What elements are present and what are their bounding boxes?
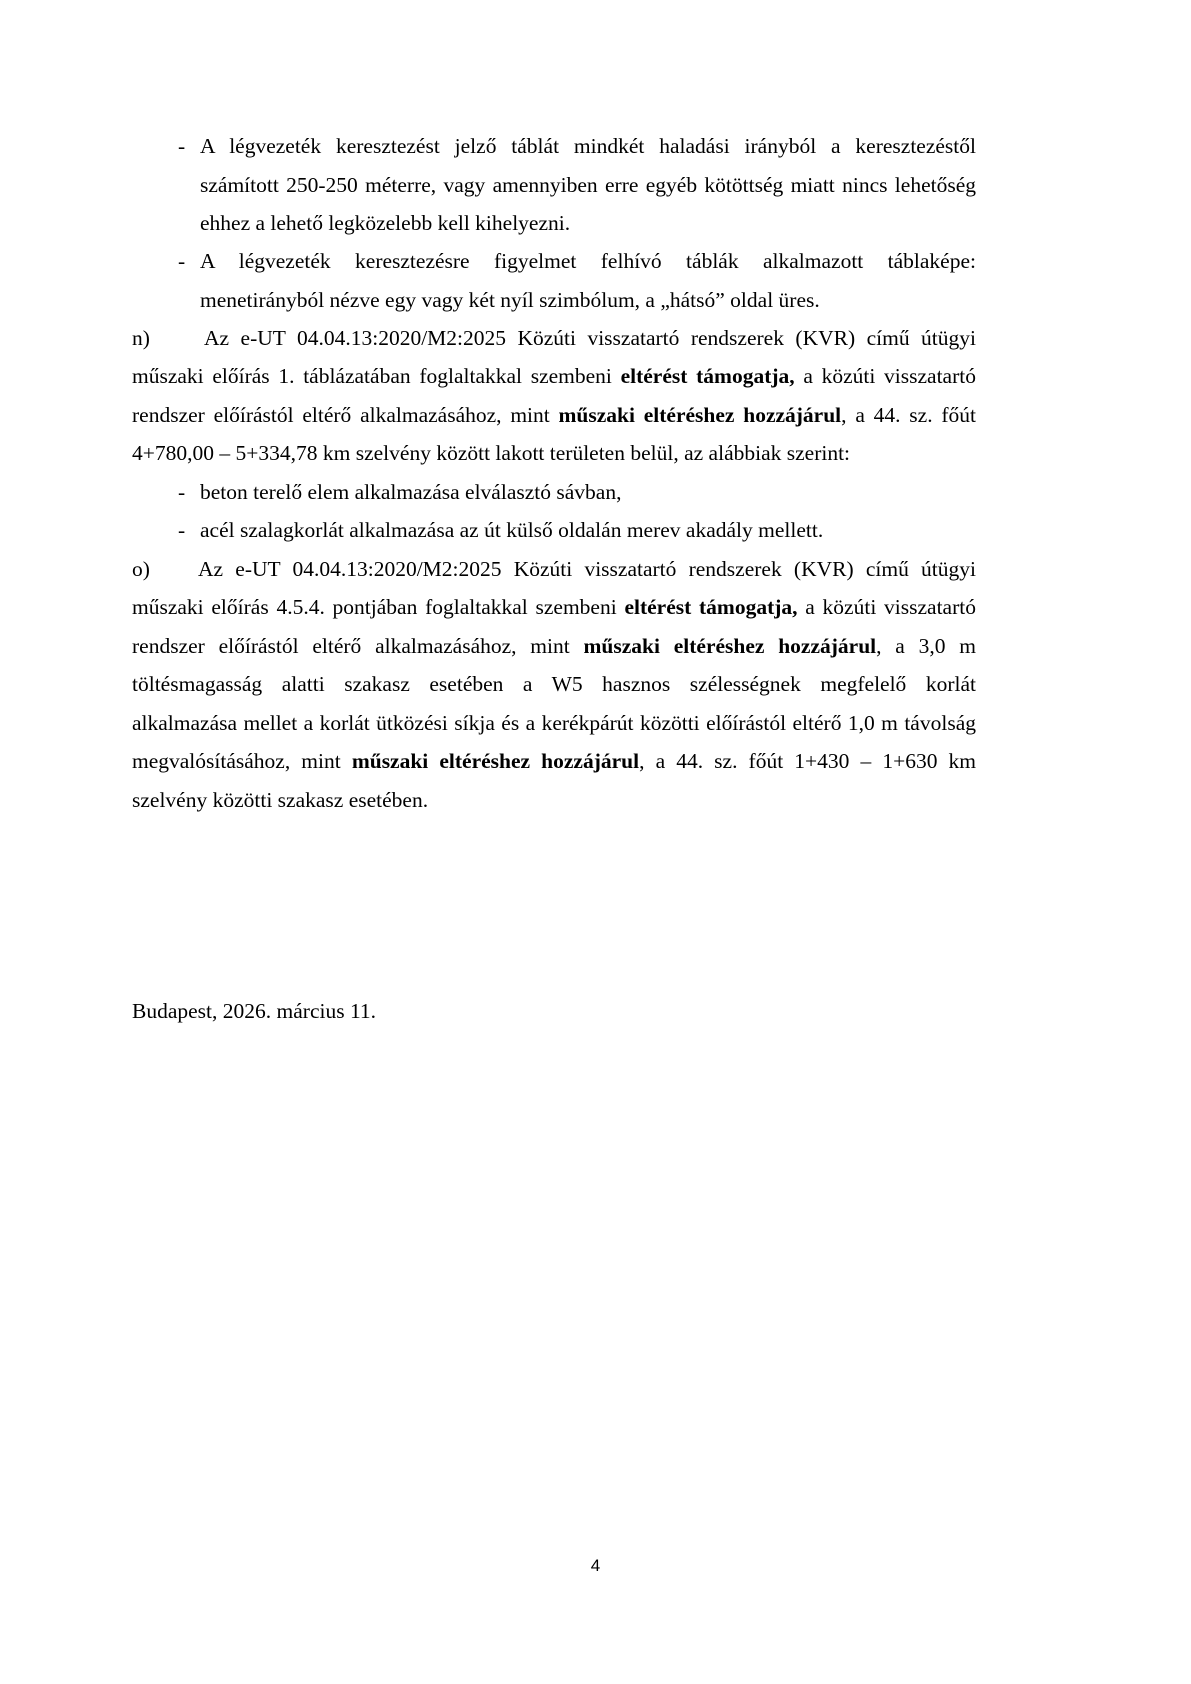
emphasis: műszaki eltéréshez hozzájárul <box>351 749 640 773</box>
section-n-bullet-2: acél szalagkorlát alkalmazása az út külső oldalán merev akadály mellett. <box>200 518 824 542</box>
section-n-label: n) <box>132 326 150 350</box>
emphasis: eltérést támogatja, <box>624 595 798 619</box>
bullet-dash: - <box>178 480 186 504</box>
section-o-label: o) <box>132 557 150 581</box>
section-o-line-2: műszaki előírás 4.5.4. pontjában foglaltakkal szembeni eltérést támogatja, a közúti visszatartó <box>132 595 976 619</box>
place-date: Budapest, 2026. március 11. <box>132 999 377 1023</box>
section-o-line-1: Az e-UT 04.04.13:2020/M2:2025 Közúti visszatartó rendszerek (KVR) című útügyi <box>198 557 976 581</box>
section-o-line-3: rendszer előírástól eltérő alkalmazásához, mint műszaki eltéréshez hozzájárul, a 3,0 m <box>132 634 976 658</box>
emphasis: műszaki eltéréshez hozzájárul <box>583 634 877 658</box>
section-o-line-4: töltésmagasság alatti szakasz esetében a W5 hasznos szélességnek megfelelő korlát <box>132 672 976 696</box>
section-n-line-4: 4+780,00 – 5+334,78 km szelvény között lakott területen belül, az alábbiak szerint: <box>132 441 851 465</box>
section-o-line-5: alkalmazása mellet a korlát ütközési síkja és a kerékpárút közötti előírástól eltérő 1,0 m távolság <box>132 711 976 735</box>
bullet-dash: - <box>178 518 186 542</box>
section-o-line-6: megvalósításához, mint műszaki eltéréshez hozzájárul, a 44. sz. főút 1+430 – 1+630 km <box>132 749 977 773</box>
bullet-2-line-1: A légvezeték keresztezésre figyelmet felhívó táblák alkalmazott táblaképe: <box>200 249 976 273</box>
bullet-dash: - <box>178 249 186 273</box>
emphasis: műszaki eltéréshez hozzájárul <box>558 403 842 427</box>
section-n-line-1: Az e-UT 04.04.13:2020/M2:2025 Közúti visszatartó rendszerek (KVR) című útügyi <box>204 326 976 350</box>
page-number: 4 <box>590 1556 601 1575</box>
bullet-1-line-2: számított 250-250 méterre, vagy amennyiben erre egyéb kötöttség miatt nincs lehetőség <box>200 173 976 197</box>
emphasis: eltérést támogatja, <box>620 364 795 388</box>
section-n-line-3: rendszer előírástól eltérő alkalmazásához, mint műszaki eltéréshez hozzájárul, a 44. sz. főút <box>132 403 976 427</box>
bullet-1-line-1: A légvezeték keresztezést jelző táblát mindkét haladási irányból a keresztezéstől <box>200 134 976 158</box>
bullet-2-line-2: menetirányból nézve egy vagy két nyíl szimbólum, a „hátsó” oldal üres. <box>200 288 820 312</box>
section-o-line-7: szelvény közötti szakasz esetében. <box>132 788 429 812</box>
section-n-line-2: műszaki előírás 1. táblázatában foglaltakkal szembeni eltérést támogatja, a közúti visszatartó <box>132 364 976 388</box>
section-n-bullet-1: beton terelő elem alkalmazása elválasztó sávban, <box>200 480 622 504</box>
bullet-dash: - <box>178 134 186 158</box>
bullet-1-line-3: ehhez a lehető legközelebb kell kihelyezni. <box>200 211 571 235</box>
